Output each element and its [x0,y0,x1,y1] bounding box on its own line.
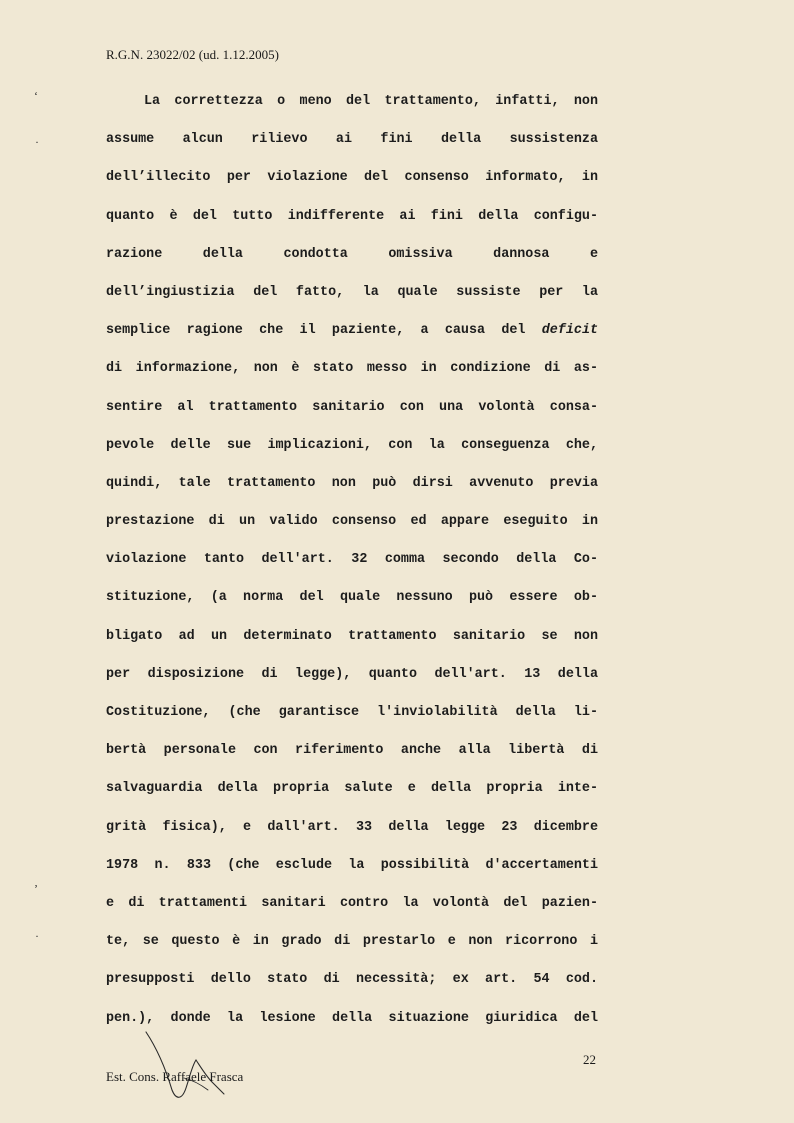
italic-word: deficit [541,323,598,339]
handwritten-signature [140,1030,240,1105]
text-line: bertà personale con riferimento anche alla libertà di [106,743,598,759]
margin-mark: · [35,929,39,943]
text-line: La correttezza o meno del trattamento, infatti, non [144,94,598,109]
text-line: sentire al trattamento sanitario con una volontà consa- [106,399,598,415]
case-reference: R.G.N. 23022/02 (ud. 1.12.2005) [106,47,279,62]
text-line: dell’illecito per violazione del consenso informato, in [106,170,598,186]
text-line: pen.), donde la lesione della situazione giuridica del [106,1010,598,1026]
text-line: presupposti dello stato di necessità; ex art. 54 cod. [106,972,598,988]
margin-mark: ʼ [34,882,38,896]
text-line: dell’ingiustizia del fatto, la quale sussiste per la [106,284,598,300]
text-line: te, se questo è in grado di prestarlo e non ricorrono i [106,934,598,950]
text-line: pevole delle sue implicazioni, con la conseguenza che, [106,437,598,453]
text-line: stituzione, (a norma del quale nessuno può essere ob- [106,590,598,606]
text-line: prestazione di un valido consenso ed appare eseguito in [106,514,598,530]
signature-line: Est. Cons. Raffaele Frasca [106,1069,244,1084]
text-line: assume alcun rilievo ai fini della sussistenza [106,132,598,148]
text-line: quanto è del tutto indifferente ai fini della configu- [106,208,598,224]
text-line: di informazione, non è stato messo in condizione di as- [106,361,598,377]
text-segment: semplice ragione che il paziente, a causa del [106,323,526,339]
margin-mark: · [35,135,39,149]
text-line: 1978 n. 833 (che esclude la possibilità d'accertamenti [106,857,598,873]
text-line: violazione tanto dell'art. 32 comma secondo della Co- [106,552,598,568]
text-line: quindi, tale trattamento non può dirsi avvenuto previa [106,475,598,491]
text-line: Costituzione, (che garantisce l'inviolabilità della li- [106,705,598,720]
text-line: grità fisica), e dall'art. 33 della legge 23 dicembre [106,819,598,835]
text-line: bligato ad un determinato trattamento sanitario se non [106,628,598,644]
text-line: per disposizione di legge), quanto dell'art. 13 della [106,666,598,682]
text-line [106,317,598,355]
margin-mark: ʻ [34,89,38,103]
text-line: razione della condotta omissiva dannosa e [106,246,598,262]
text-line: salvaguardia della propria salute e della propria inte- [106,781,598,797]
text-line: e di trattamenti sanitari contro la volontà del pazien- [106,895,598,911]
body-text [106,88,598,1043]
page-number: 22 [583,1052,596,1067]
